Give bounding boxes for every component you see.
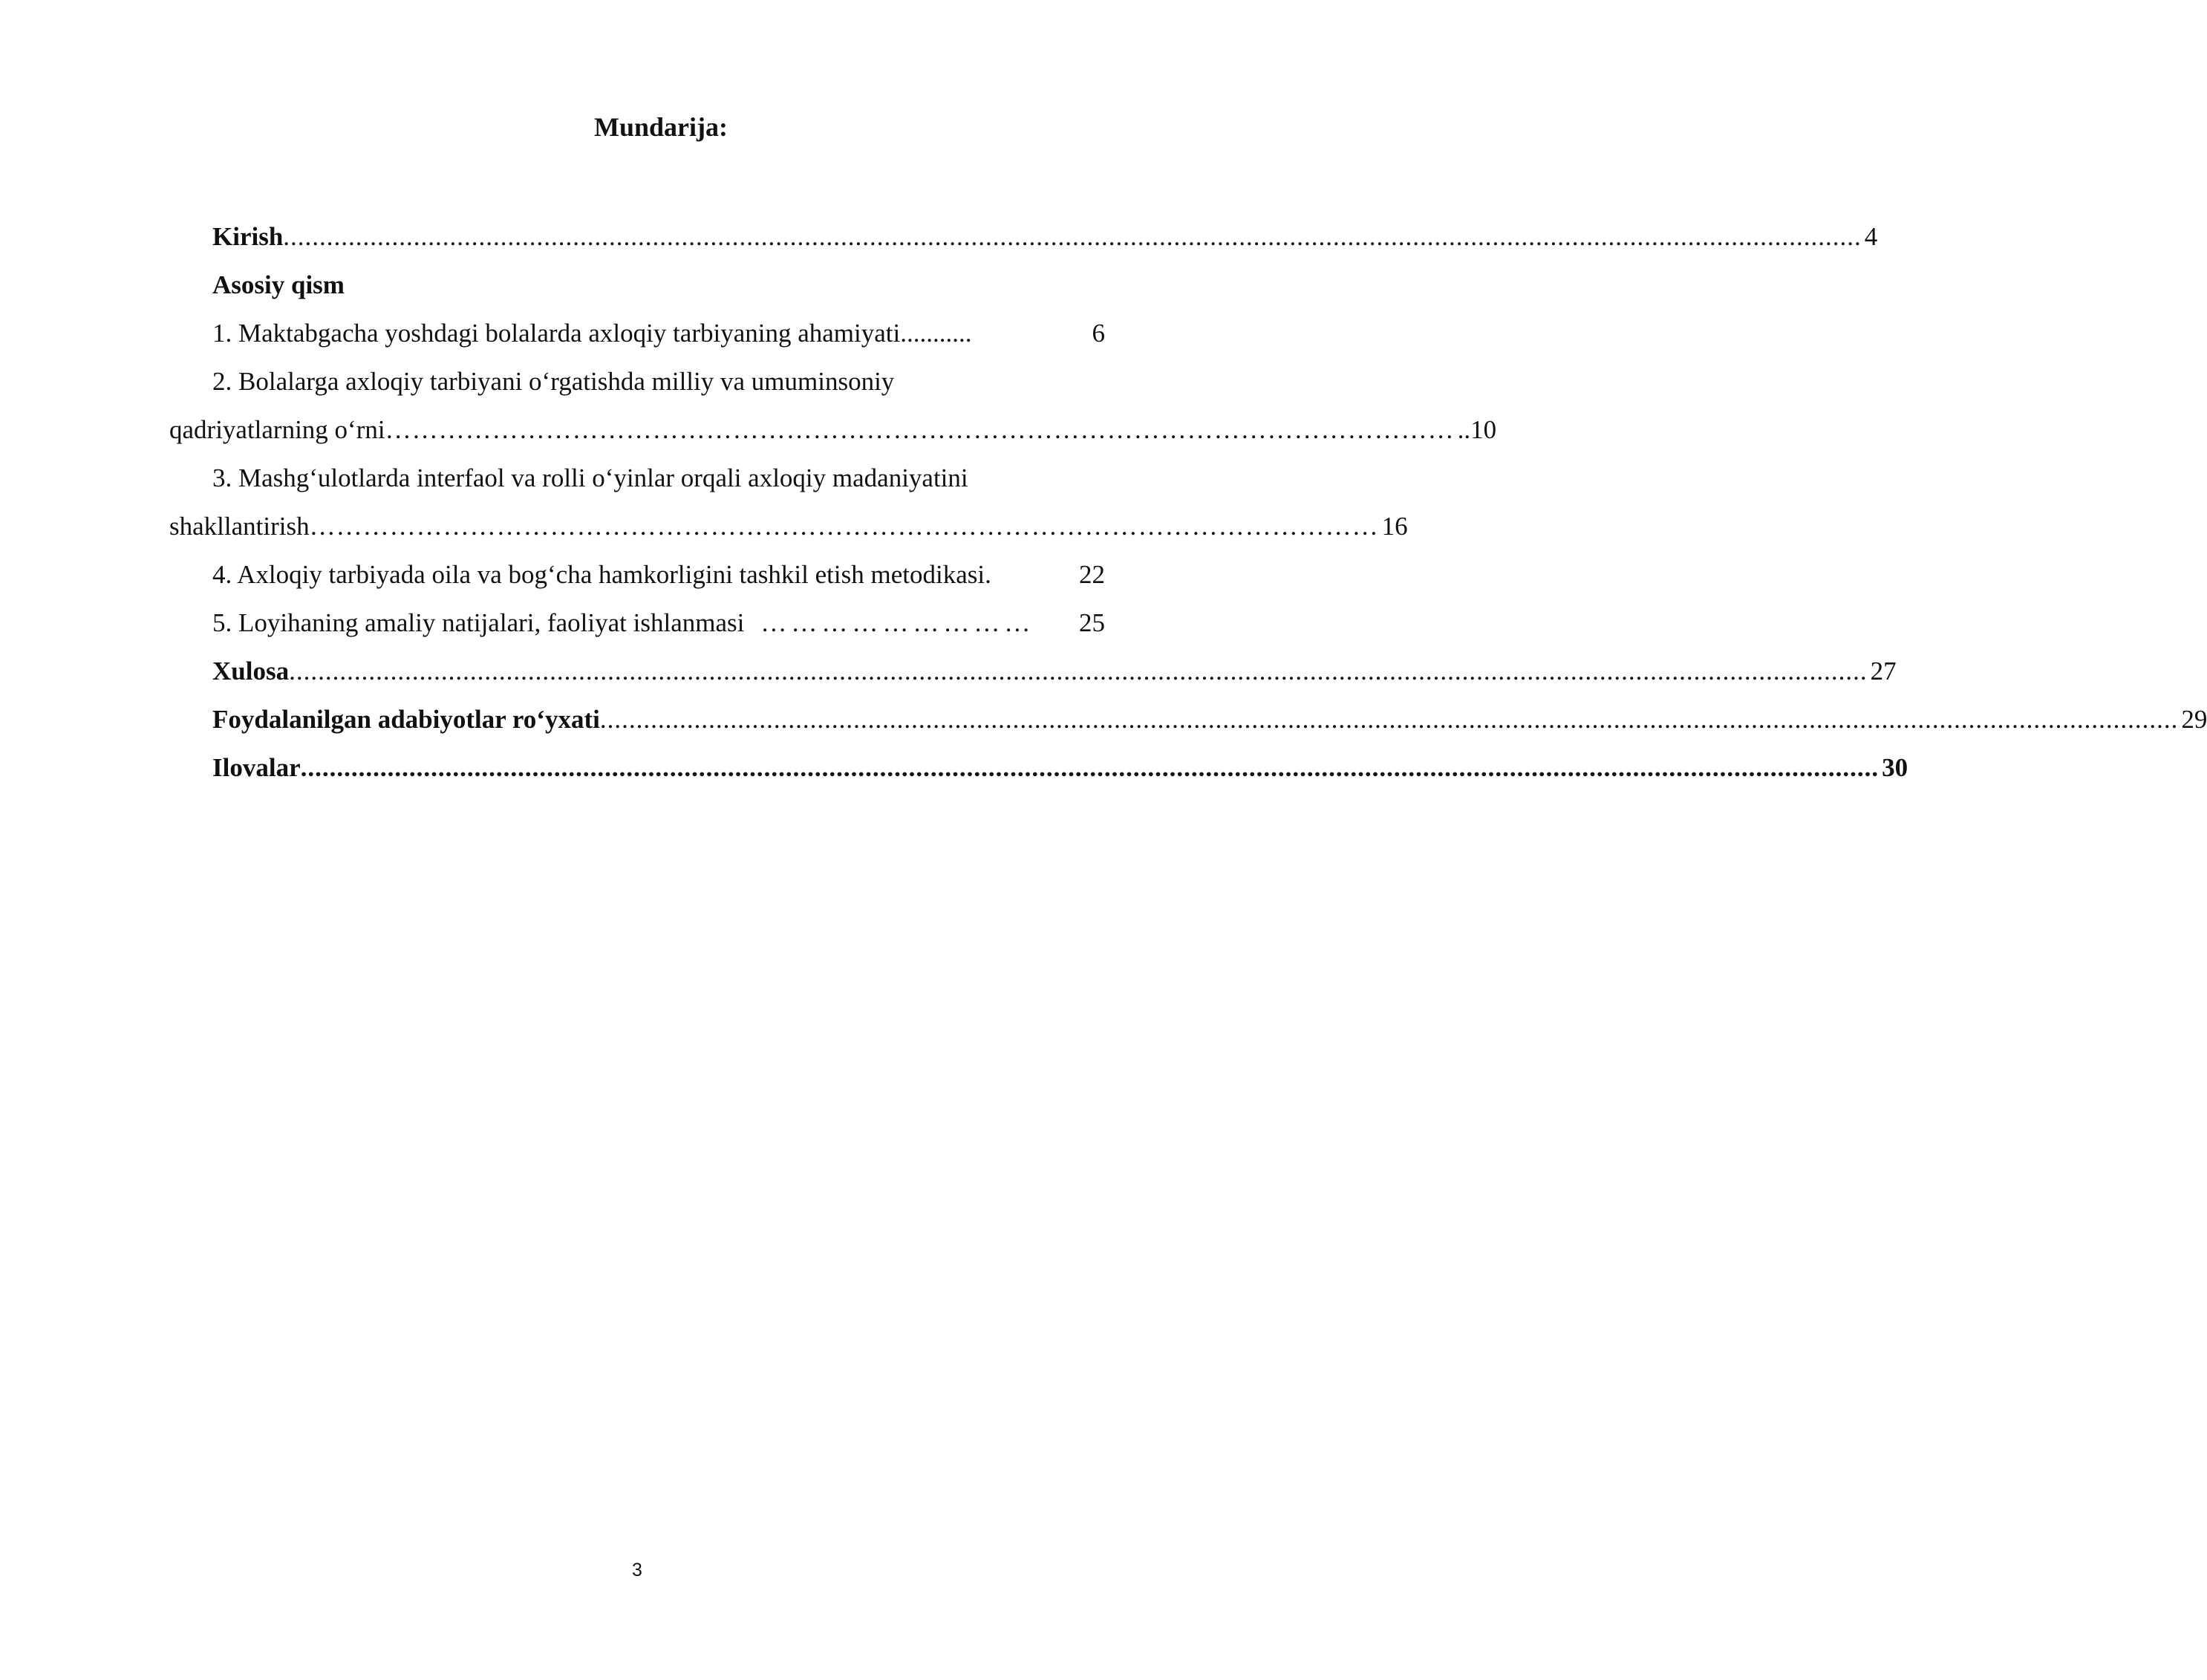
- toc-entry-label: qadriyatlarning o‘rni: [169, 415, 385, 444]
- toc-entry-kirish: [169, 212, 1878, 261]
- page-number: 3: [632, 1560, 642, 1580]
- toc-entry-label: 1. Maktabgacha yoshdagi bolalarda axloqiy tarbiyaning ahamiyati...........: [212, 319, 972, 348]
- toc-entry-5: [169, 599, 1105, 647]
- toc-entry-xulosa: [169, 647, 1897, 695]
- toc-page-number: 16: [1381, 512, 1408, 541]
- toc-page-number: ..10: [1457, 415, 1497, 444]
- dot-leader: ..........................................................................................................................................................................................................................: [283, 222, 1862, 251]
- toc-entry-2-line-2: [169, 406, 1497, 454]
- toc-page-number: 25: [1079, 608, 1105, 637]
- toc-section-asosiy-qism: Asosiy qism: [212, 270, 345, 299]
- dot-leader: …………………………………………………………………………………………………………: [309, 512, 1379, 541]
- toc-entry-label: Ilovalar: [212, 753, 301, 782]
- toc-entry-3-line-2: [169, 502, 1408, 550]
- dot-leader: ..........................................................................................................................................................................................................................: [289, 657, 1868, 686]
- toc-entry-2-line-1: 2. Bolalarga axloqiy tarbiyani o‘rgatishda milliy va umuminsoniy: [212, 367, 895, 396]
- toc-entry-adabiyotlar: [169, 695, 2207, 743]
- dot-leader: …………………………………………………………………………………………………………: [385, 415, 1455, 444]
- toc-entry-label: Foydalanilgan adabiyotlar ro‘yxati: [212, 705, 600, 734]
- toc-page-number: 29: [2181, 705, 2207, 734]
- dot-leader: ..........................................................................................................................................................................................................................: [599, 705, 2179, 734]
- toc-entry-label: 5. Loyihaning amaliy natijalari, faoliyat ishlanmasi: [212, 608, 745, 637]
- toc-entry-label: shakllantirish: [169, 512, 310, 541]
- toc-page-number: 6: [1092, 319, 1105, 348]
- dot-leader: ..........................................................................................................................................................................................................................: [300, 753, 1880, 782]
- toc-page-number: 27: [1870, 657, 1897, 686]
- table-of-contents: [169, 212, 2207, 792]
- toc-page-number: 30: [1882, 753, 1908, 782]
- dot-leader: ………………………: [760, 608, 1035, 637]
- toc-entry-label: Kirish: [212, 222, 284, 251]
- toc-entry-label: 4. Axloqiy tarbiyada oila va bog‘cha hamkorligini tashkil etish metodikasi.: [212, 560, 991, 589]
- toc-page-number: 4: [1864, 222, 1878, 251]
- toc-entry-3-line-1: 3. Mashg‘ulotlarda interfaol va rolli o‘yinlar orqali axloqiy madaniyatini: [212, 463, 968, 492]
- toc-entry-4: [169, 550, 1105, 599]
- toc-entry-1: [169, 309, 1105, 357]
- toc-page-number: 22: [1079, 560, 1105, 589]
- toc-entry-label: Xulosa: [212, 657, 290, 686]
- page-title: Mundarija:: [594, 112, 728, 142]
- toc-entry-ilovalar: [169, 743, 1908, 792]
